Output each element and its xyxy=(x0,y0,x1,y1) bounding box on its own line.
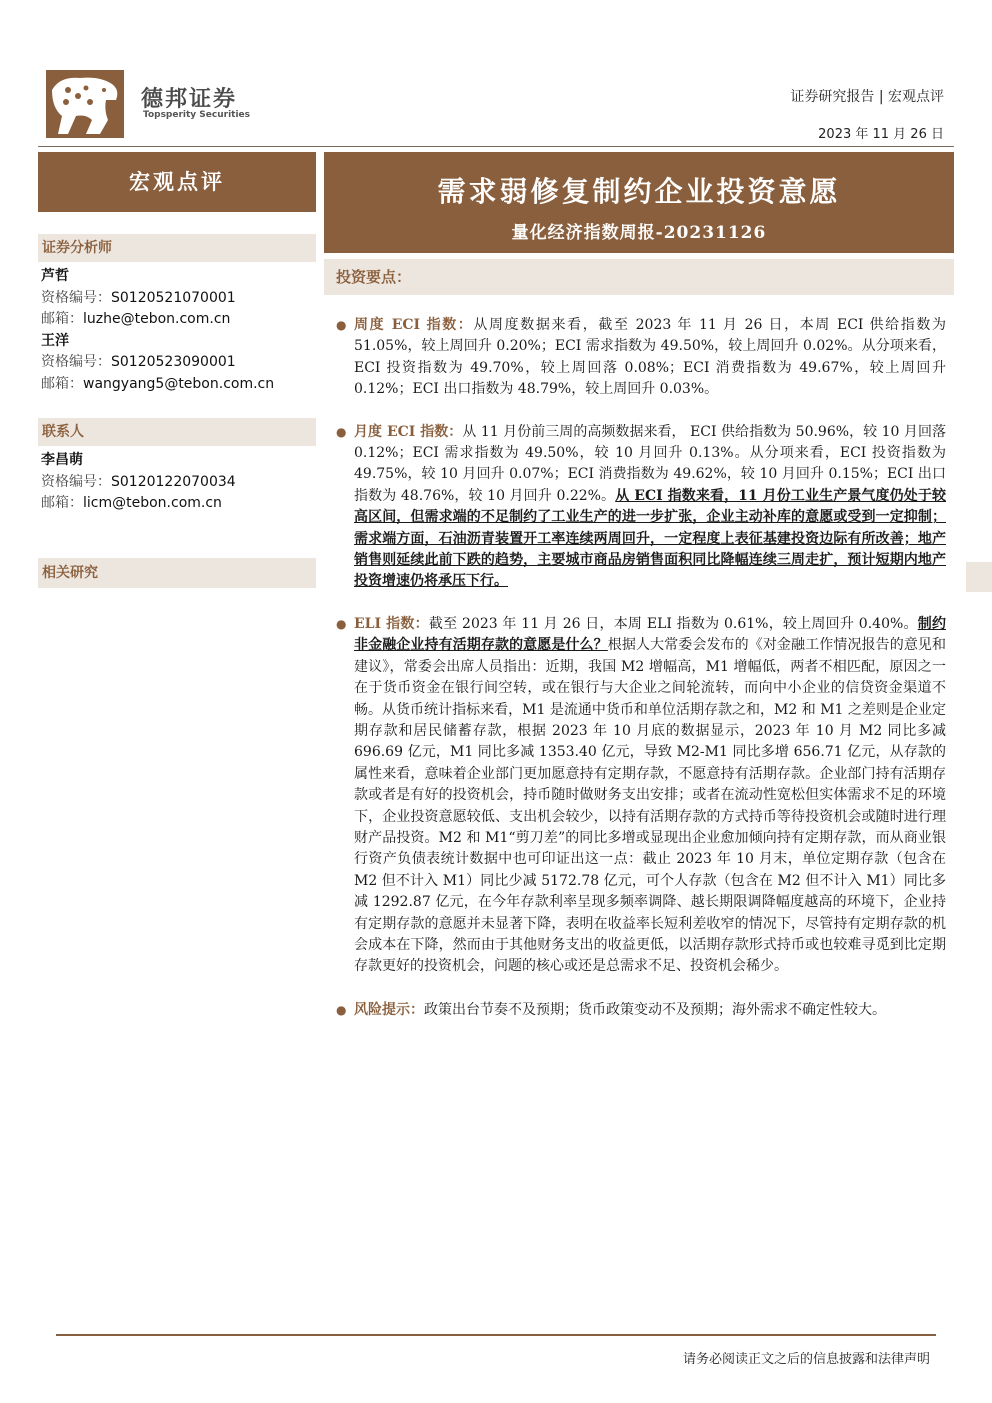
report-subtitle: 量化经济指数周报-20231126 xyxy=(511,223,767,243)
company-logo xyxy=(46,70,256,140)
point-heading: 月度 ECI 指数： xyxy=(354,423,463,440)
key-point-risk xyxy=(334,1000,946,1021)
analyst-name: 芦哲 xyxy=(41,268,69,284)
point-heading: 周度 ECI 指数： xyxy=(354,317,474,333)
side-tab-marker xyxy=(966,562,992,592)
leopard-logo-icon xyxy=(46,70,124,138)
analyst-email[interactable]: wangyang5@tebon.com.cn xyxy=(83,375,275,392)
point-text-continued: 根据人大常委会发布的《对金融工作情况报告的意见和建议》，常委会出席人员指出：近期，我国 M2 增幅高，M1 增幅低，两者不相匹配，原因之一在于货币资金在银行间空转，或在银行与大企业之间轮流转，而向中小企业的信贷资金渠道不畅。从货币统计指标来看，M1 是流通中货币和单位活期存款之和，M2 和 M1 之差则是企业定期存款和居民储蓄存款，根据 2023 年 10 月底的数据显示，2023 年 10 月 M2 同比多减 696.69 亿元，M1 同比多减 1353.40 亿元，导致 M2-M1 同比多增 656.71 亿元，从存款的属性来看，意味着企业部门更加愿意持有定期存款，不愿意持有活期存款。企业部门持有活期存款或者是有好的投资机会，持币随时做财务支出安排；或者在流动性宽松但实体需求不足的环境下，企业投资意愿较低、支出机会较少，以持有活期存款的方式持币等待投资机会或随时进行理财产品投资。M2 和 M1“剪刀差”的同比多增或显现出企业愈加倾向持有定期存款，而从商业银行资产负债表统计数据中也可印证出这一点：截止 2023 年 10 月末，单位定期存款（包含在 M2 但不计入 M1）同比少减 5172.78 亿元，可个人存款（包含在 M2 但不计入 M1）同比多减 1292.87 亿元，在今年存款利率呈现多频率调降、越长期限调降幅度越高的环境下，企业持有定期存款的意愿并未显著下降，表明在收益率长短利差收窄的情况下，尽管持有定期存款的机会成本在下降，然而由于其他财务支出的收益更低，以活期存款形式持币或也较难寻觅到比定期存款更好的投资机会，问题的核心或还是总需求不足、投资机会稀少。 xyxy=(354,637,947,975)
key-point-monthly-eci xyxy=(334,422,946,593)
cert-number: S0120122070034 xyxy=(111,473,236,490)
analyst-name: 王洋 xyxy=(41,332,69,349)
point-text: 政策出台节奏不及预期；货币政策变动不及预期；海外需求不确定性较大。 xyxy=(424,1001,886,1018)
point-emphasis: 制约非金融企业持有活期存款的意愿是什么？ xyxy=(354,615,947,654)
cert-label: 资格编号： xyxy=(41,354,111,370)
point-text: 从周度数据来看，截至 2023 年 11 月 26 日，本周 ECI 供给指数为 51.05%，较上周回升 0.20%；ECI 需求指数为 49.50%，较上周回升 0.02%。从分项来看，ECI 投资指数为 49.70%，较上周回落 0.08%；ECI 消费指数为 49.67%，较上周回升 0.12%；ECI 出口指数为 48.79%，较上周回升 0.03%。 xyxy=(354,317,946,398)
analyst-card xyxy=(41,266,274,395)
key-point-eli xyxy=(334,614,946,978)
analysts-section-title: 证券分析师 xyxy=(38,234,316,262)
contact-email[interactable]: licm@tebon.com.cn xyxy=(83,495,222,511)
analyst-email[interactable]: luzhe@tebon.com.cn xyxy=(83,311,231,327)
header-divider xyxy=(38,146,954,147)
cert-number: S0120523090001 xyxy=(111,354,236,370)
related-research-title: 相关研究 xyxy=(38,558,316,588)
report-title: 需求弱修复制约企业投资意愿 xyxy=(437,175,841,208)
logo-english-name: Topsperity Securities xyxy=(143,110,250,120)
footer-divider xyxy=(56,1334,936,1336)
bullet-icon: ● xyxy=(336,318,347,332)
cert-label: 资格编号： xyxy=(41,289,111,306)
bullet-icon: ● xyxy=(336,616,347,631)
key-point-weekly-eci xyxy=(334,315,946,401)
footer-disclaimer: 请务必阅读正文之后的信息披露和法律声明 xyxy=(682,1352,930,1367)
email-label: 邮箱： xyxy=(41,311,83,327)
bullet-icon: ● xyxy=(336,1002,347,1017)
report-type: 证券研究报告 | 宏观点评 xyxy=(790,89,944,105)
point-heading: 风险提示： xyxy=(354,1001,424,1018)
logo-chinese-name: 德邦证券 xyxy=(141,87,238,112)
cert-number: S0120521070001 xyxy=(111,289,236,306)
contact-name: 李昌萌 xyxy=(41,452,83,468)
cert-label: 资格编号： xyxy=(41,473,111,490)
bullet-icon: ● xyxy=(336,424,347,439)
point-text: 截至 2023 年 11 月 26 日，本周 ELI 指数为 0.61%，较上周回升 0.40%。 xyxy=(428,615,918,632)
point-text: 从 11 月份前三周的高频数据来看， ECI 供给指数为 50.96%，较 10 月回落 0.12%；ECI 需求指数为 49.50%，较 10 月回升 0.13%。从分项来看，ECI 投资指数为 49.75%，较 10 月回升 0.07%；ECI 消费指数为 49.62%，较 10 月回升 0.15%；ECI 出口指数为 48.76%，较 10 月回升 0.22%。 xyxy=(354,423,946,504)
title-banner xyxy=(324,152,954,253)
contact-card xyxy=(41,450,236,515)
key-points-list xyxy=(334,315,946,1021)
key-points-title: 投资要点： xyxy=(324,259,954,295)
contact-section-title: 联系人 xyxy=(38,418,316,446)
report-date: 2023 年 11 月 26 日 xyxy=(818,127,944,142)
email-label: 邮箱： xyxy=(41,495,83,511)
point-emphasis: 从 ECI 指数来看，11 月份工业生产景气度仍处于较高区间，但需求端的不足制约了工业生产的进一步扩张，企业主动补库的意愿或受到一定抑制；需求端方面，石油沥青装置开工率连续两周回升，一定程度上表征基建投资边际有所改善；地产销售则延续此前下跌的趋势，主要城市商品房销售面积同比降幅连续三周走扩，预计短期内地产投资增速仍将承压下行。 xyxy=(354,487,946,590)
email-label: 邮箱： xyxy=(41,375,83,392)
category-banner: 宏观点评 xyxy=(38,152,316,212)
point-heading: ELI 指数： xyxy=(354,615,429,632)
